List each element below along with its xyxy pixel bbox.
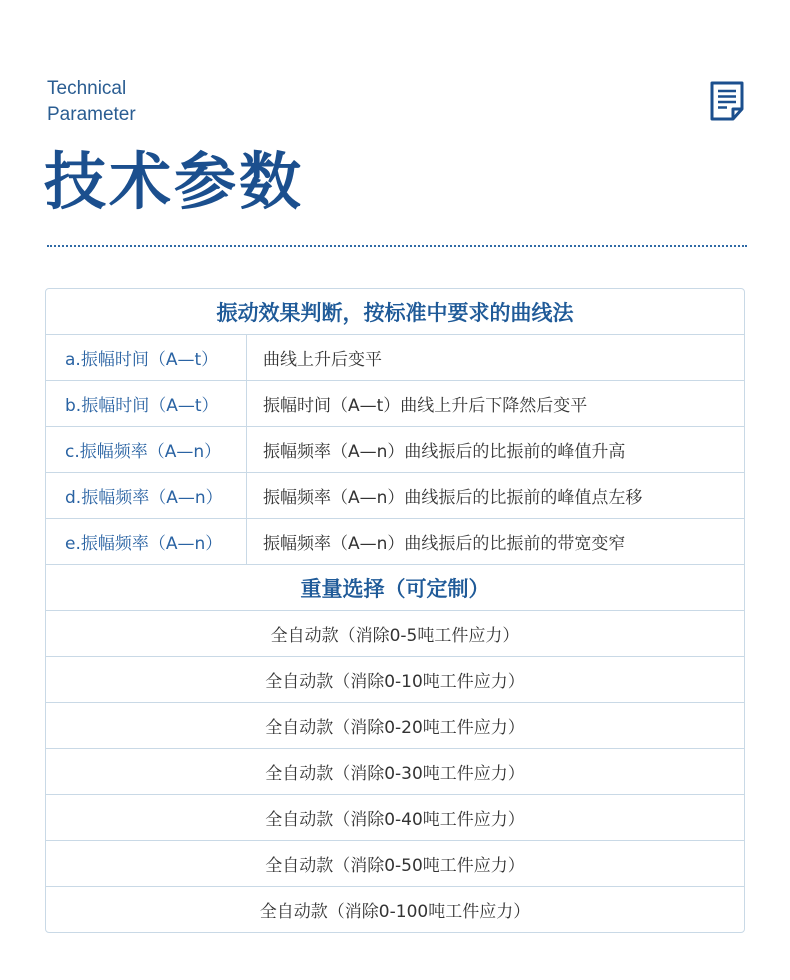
- row-item-label: d.振幅频率（A—n）: [46, 473, 247, 518]
- weight-option-row: 全自动款（消除0-30吨工件应力）: [46, 748, 744, 794]
- weight-option-row: 全自动款（消除0-5吨工件应力）: [46, 610, 744, 656]
- document-list-icon: [708, 80, 746, 122]
- weight-option-row: 全自动款（消除0-40吨工件应力）: [46, 794, 744, 840]
- weight-option-row: 全自动款（消除0-50吨工件应力）: [46, 840, 744, 886]
- eyebrow-line-1: Technical: [47, 78, 127, 99]
- section-heading-vibration: 振动效果判断，按标准中要求的曲线法: [216, 300, 574, 325]
- table-row: [46, 334, 744, 380]
- dotted-divider: [47, 245, 747, 247]
- row-description: 振幅频率（A—n）曲线振后的比振前的带宽变窄: [263, 534, 626, 554]
- row-item-label: c.振幅频率（A—n）: [46, 427, 247, 472]
- weight-option-row: 全自动款（消除0-10吨工件应力）: [46, 656, 744, 702]
- row-item-label: a.振幅时间（A—t）: [46, 335, 247, 380]
- row-description: 振幅频率（A—n）曲线振后的比振前的峰值升高: [263, 442, 626, 462]
- row-item-label: e.振幅频率（A—n）: [46, 519, 247, 564]
- table-row: [46, 380, 744, 426]
- row-description: 振幅时间（A—t）曲线上升后下降然后变平: [263, 396, 588, 416]
- table-row: [46, 472, 744, 518]
- weight-option-row: 全自动款（消除0-100吨工件应力）: [46, 886, 744, 932]
- weight-option-row: 全自动款（消除0-20吨工件应力）: [46, 702, 744, 748]
- section-eyebrow: [47, 76, 136, 128]
- parameter-table: [45, 288, 745, 933]
- page-title: 技术参数: [44, 145, 305, 218]
- row-description: 振幅频率（A—n）曲线振后的比振前的峰值点左移: [263, 488, 643, 508]
- row-item-label: b.振幅时间（A—t）: [46, 381, 247, 426]
- row-description: 曲线上升后变平: [263, 350, 382, 370]
- table-row: [46, 518, 744, 564]
- section-heading-weight: 重量选择（可定制）: [46, 564, 744, 610]
- eyebrow-line-2: Parameter: [47, 104, 136, 125]
- table-row: [46, 426, 744, 472]
